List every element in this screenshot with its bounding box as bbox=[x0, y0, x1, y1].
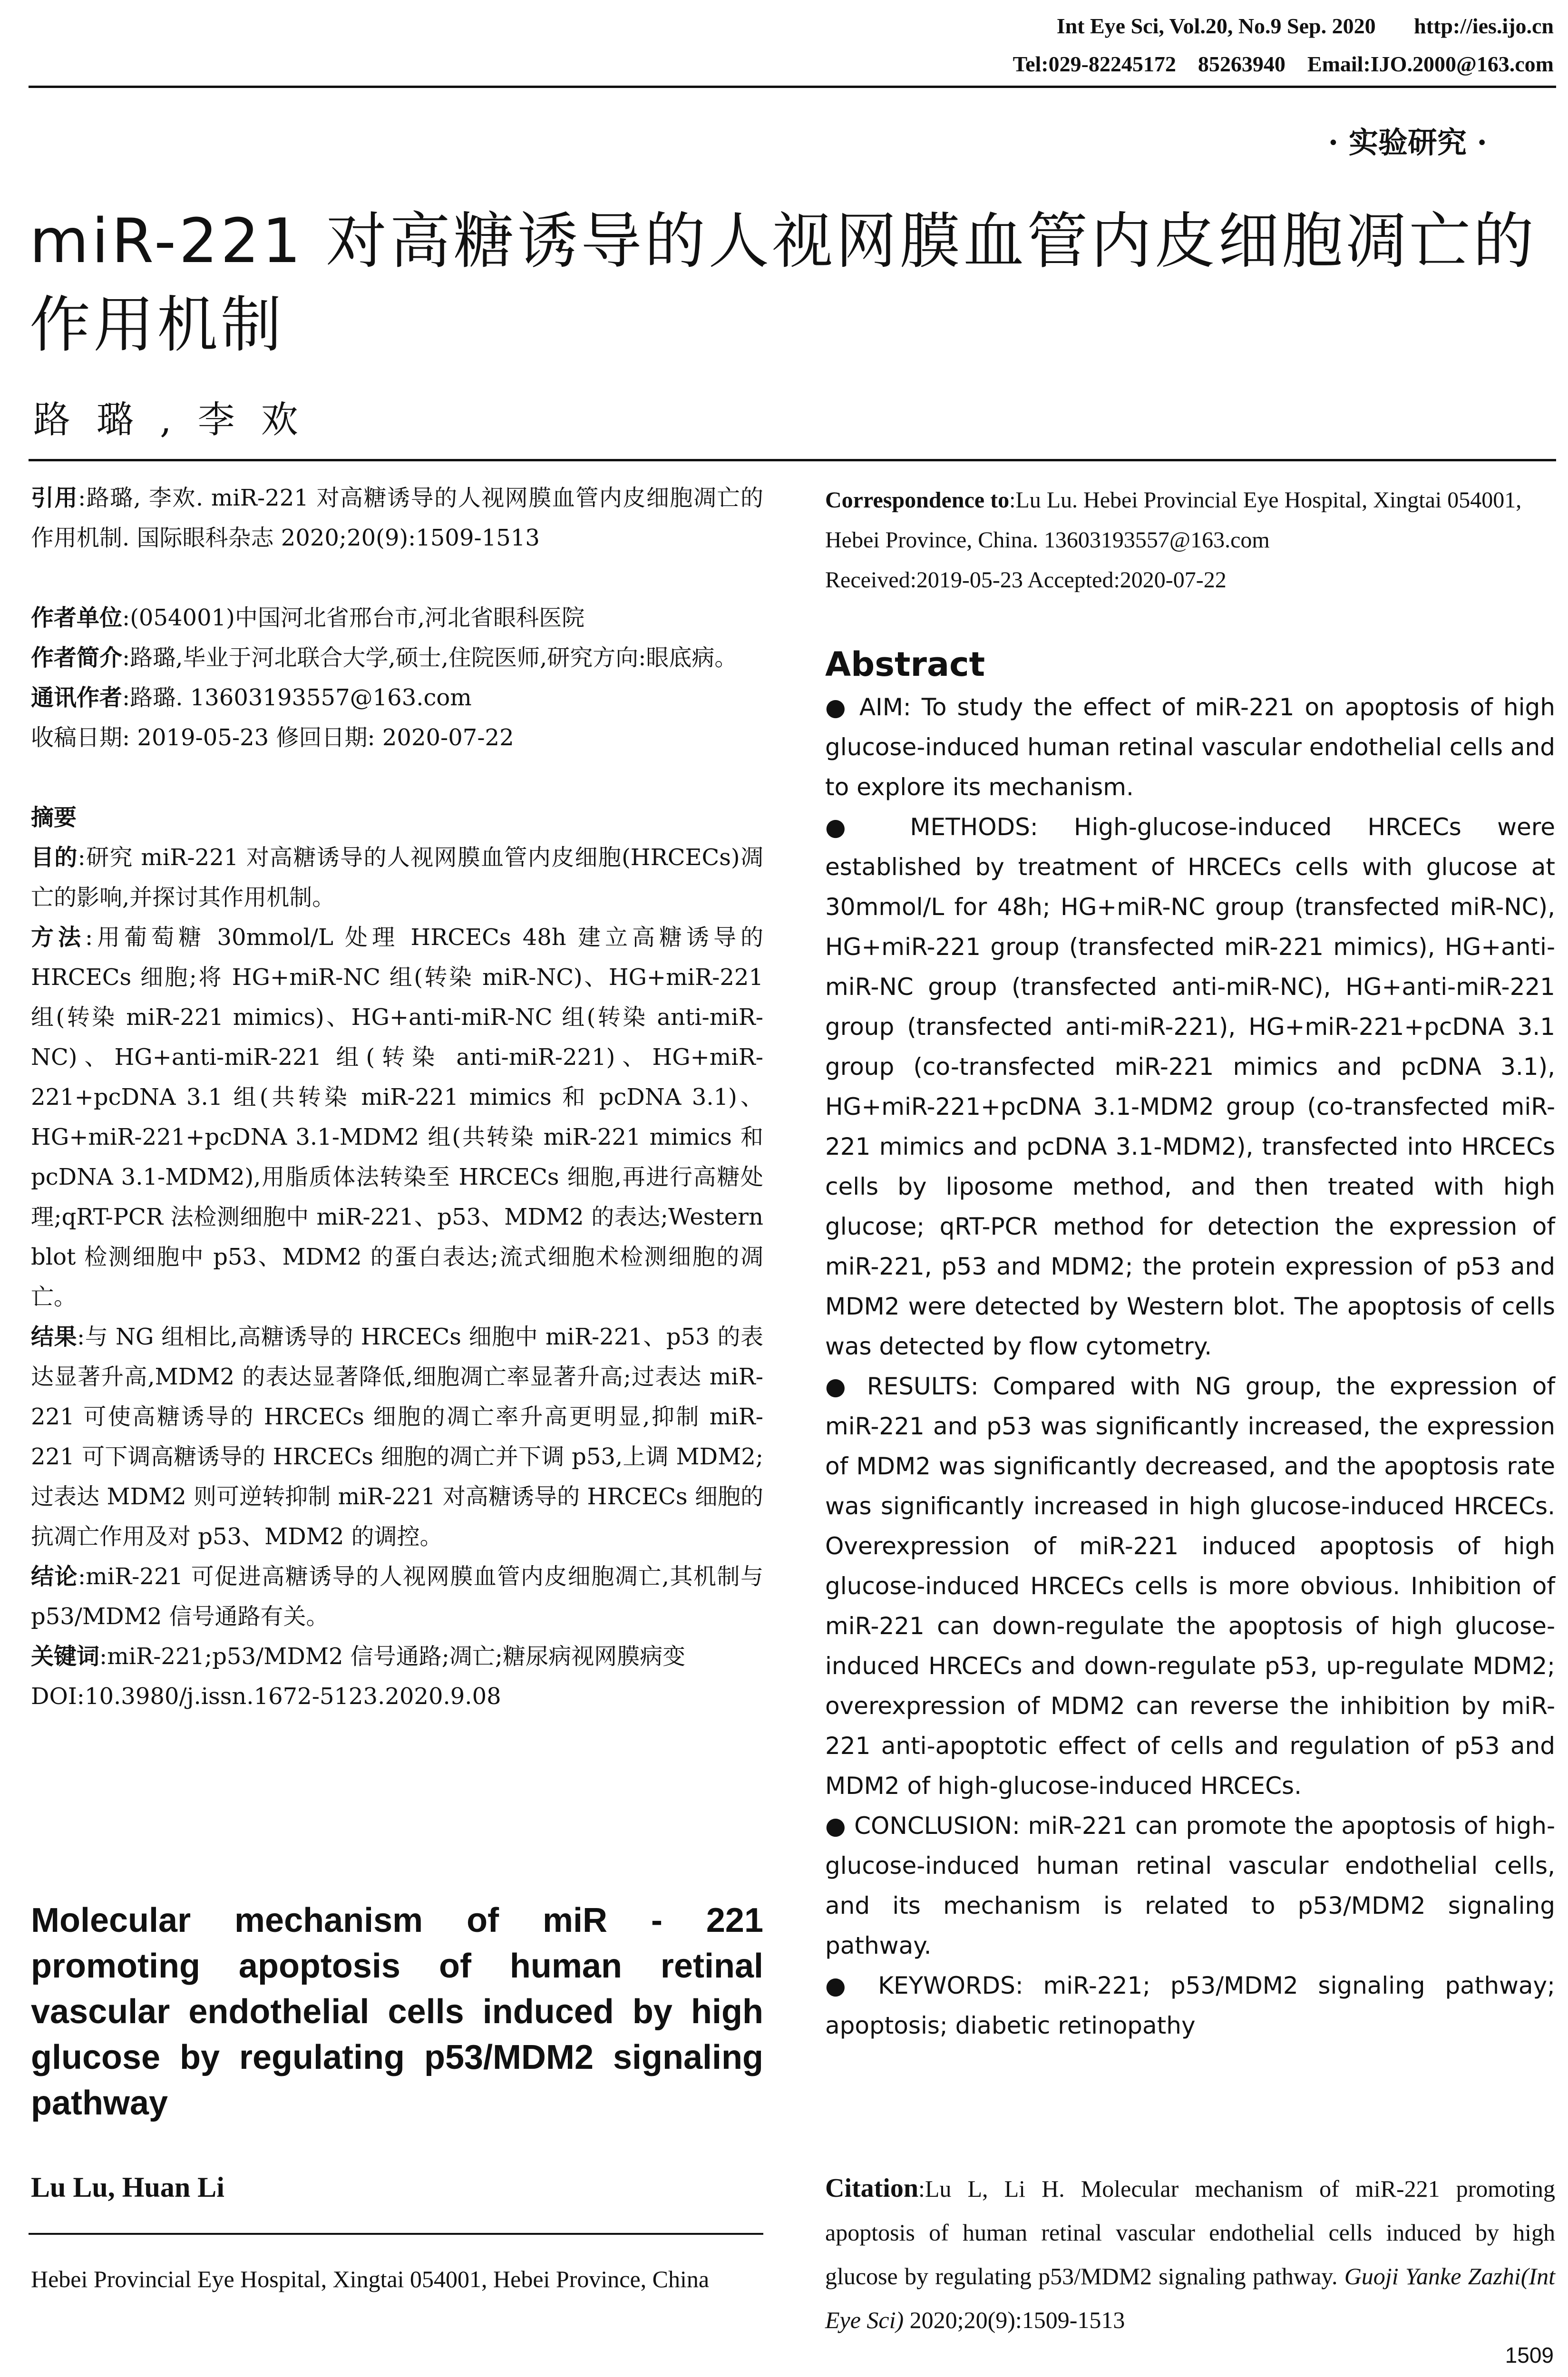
citation-en-text: :Lu L, Li H. Molecular mechanism of miR-221 promoting apoptosis of human retinal vascular endothelial cells induced by high glucose by regulating p53/MDM2 signaling pathway. bbox=[825, 2175, 1555, 2289]
results-cn bbox=[31, 1317, 763, 1557]
aim-en-label: ● AIM bbox=[825, 693, 903, 721]
article-title-cn: miR-221 对高糖诱导的人视网膜血管内皮细胞凋亡的作用机制 bbox=[29, 206, 1537, 360]
keywords-cn bbox=[31, 1637, 763, 1676]
journal-header-line2: Tel:029-82245172 85263940 Email:IJO.2000@163.com bbox=[1013, 52, 1554, 76]
citation-en-label: Citation bbox=[825, 2173, 918, 2203]
right-column bbox=[825, 644, 1555, 2046]
aim-cn-text: :研究 miR-221 对高糖诱导的人视网膜血管内皮细胞(HRCECs)凋亡的影响,并探讨其作用机制。 bbox=[31, 844, 763, 911]
corr-author-cn-label: 通讯作者 bbox=[31, 684, 123, 711]
results-cn-label: 结果 bbox=[31, 1324, 78, 1350]
citation-cn-text: :路璐, 李欢. miR-221 对高糖诱导的人视网膜血管内皮细胞凋亡的作用机制. 国际眼科杂志 2020;20(9):1509-1513 bbox=[31, 485, 763, 551]
aim-en bbox=[825, 687, 1555, 807]
keywords-cn-label: 关键词 bbox=[31, 1643, 100, 1670]
results-en bbox=[825, 1366, 1555, 1806]
corr-author-cn bbox=[31, 678, 763, 718]
keywords-cn-text: :miR-221;p53/MDM2 信号通路;凋亡;糖尿病视网膜病变 bbox=[99, 1643, 686, 1670]
results-en-label: ● RESULTS bbox=[825, 1373, 971, 1400]
methods-en-label: ● METHODS bbox=[825, 813, 1030, 841]
abstract-heading-cn: 摘要 bbox=[31, 804, 77, 831]
aim-cn-label: 目的 bbox=[31, 844, 78, 871]
results-en-text: : Compared with NG group, the expression of miR-221 and p53 was significantly increased, the expression of MDM2 was significantly decreased, and the apoptosis rate was significantly increased in high glucose-induced HRCECs. Overexpression of miR-221 induced apoptosis of high glucose-induced HRCECs cells is more obvious. Inhibition of miR-221 can down-regulate the apoptosis of high glucose-induced HRCECs and down-regulate p53, up-regulate MDM2; overexpression of MDM2 can reverse the inhibition by miR-221 anti-apoptotic effect of cells and regulation of p53 and MDM2 of high-glucose-induced HRCECs. bbox=[825, 1373, 1555, 1800]
citation-cn-label: 引用 bbox=[31, 485, 78, 511]
keywords-en bbox=[825, 1966, 1555, 2046]
bio-cn-label: 作者简介 bbox=[31, 644, 123, 671]
correspondence-en bbox=[825, 480, 1555, 560]
affiliation-en: Hebei Provincial Eye Hospital, Xingtai 054001, Hebei Province, China bbox=[31, 2266, 710, 2292]
citation-en-tail: 2020;20(9):1509-1513 bbox=[904, 2307, 1125, 2333]
methods-cn-label: 方法 bbox=[31, 924, 85, 951]
dates-cn: 收稿日期: 2019-05-23 修回日期: 2020-07-22 bbox=[31, 724, 514, 751]
title-rule bbox=[29, 459, 1556, 461]
journal-header-line1: Int Eye Sci, Vol.20, No.9 Sep. 2020 http://ies.ijo.cn bbox=[1056, 14, 1554, 38]
bio-cn-text: :路璐,毕业于河北联合大学,硕士,住院医师,研究方向:眼底病。 bbox=[122, 644, 738, 671]
left-column bbox=[31, 478, 763, 1716]
methods-cn bbox=[31, 917, 763, 1317]
conclusion-cn bbox=[31, 1557, 763, 1637]
keywords-en-text: : miR-221; p53/MDM2 signaling pathway; apoptosis; diabetic retinopathy bbox=[825, 1972, 1555, 2039]
unit-cn-label: 作者单位 bbox=[31, 604, 123, 631]
conclusion-en-label: ● CONCLUSION bbox=[825, 1812, 1012, 1840]
doi: DOI:10.3980/j.issn.1672-5123.2020.9.08 bbox=[31, 1683, 501, 1710]
methods-en bbox=[825, 807, 1555, 1366]
unit-cn-text: :(054001)中国河北省邢台市,河北省眼科医院 bbox=[122, 604, 585, 631]
citation-cn bbox=[31, 478, 763, 558]
corr-author-cn-text: :路璐. 13603193557@163.com bbox=[122, 684, 472, 711]
affiliation-rule bbox=[29, 2233, 763, 2235]
conclusion-en-text: : miR-221 can promote the apoptosis of high-glucose-induced human retinal vascular endothelial cells, and its mechanism is related to p53/MDM2 signaling pathway. bbox=[825, 1812, 1555, 1959]
results-cn-text: :与 NG 组相比,高糖诱导的 HRCECs 细胞中 miR-221、p53 的表达显著升高,MDM2 的表达显著降低,细胞凋亡率显著升高;过表达 miR-221 可使高糖诱导的 HRCECs 细胞的凋亡率升高更明显,抑制 miR-221 可下调高糖诱导的 HRCECs 细胞的凋亡并下调 p53,上调 MDM2;过表达 MDM2 则可逆转抑制 miR-221 对高糖诱导的 HRCECs 细胞的抗凋亡作用及对 p53、MDM2 的调控。 bbox=[31, 1324, 763, 1550]
abstract-heading-en: Abstract bbox=[825, 645, 985, 684]
correspondence-block bbox=[825, 480, 1555, 600]
conclusion-cn-label: 结论 bbox=[31, 1563, 78, 1590]
aim-en-text: : To study the effect of miR-221 on apoptosis of high glucose-induced human retinal vascular endothelial cells and to explore its mechanism. bbox=[825, 693, 1555, 801]
page-number: 1509 bbox=[1505, 2343, 1554, 2367]
correspondence-en-label: Correspondence to bbox=[825, 487, 1010, 513]
received-accepted: Received:2019-05-23 Accepted:2020-07-22 bbox=[825, 567, 1227, 593]
citation-en bbox=[825, 2166, 1555, 2342]
conclusion-en bbox=[825, 1806, 1555, 1966]
section-tag: · 实验研究 · bbox=[1328, 125, 1487, 160]
keywords-en-label: ● KEYWORDS bbox=[825, 1972, 1015, 1999]
aim-cn bbox=[31, 838, 763, 917]
unit-cn bbox=[31, 598, 763, 638]
citation-en-journal: Guoji Yanke Zazhi(Int Eye Sci) bbox=[825, 2263, 1556, 2333]
article-title-en: Molecular mechanism of miR - 221 promoting apoptosis of human retinal vascular endothelial cells induced by high glucose by regulating p53/MDM2 signaling pathway bbox=[31, 1901, 763, 2122]
methods-en-text: : High-glucose-induced HRCECs were established by treatment of HRCECs cells with glucose at 30mmol/L for 48h; HG+miR-NC group (transfected miR-NC), HG+miR-221 group (transfected miR-221 mimics), HG+anti-miR-NC group (transfected anti-miR-NC), HG+anti-miR-221 group (transfected anti-miR-221), HG+miR-221+pcDNA 3.1 group (co-transfected miR-221 mimics and pcDNA 3.1), HG+miR-221+pcDNA 3.1-MDM2 group (co-transfected miR-221 mimics and pcDNA 3.1-MDM2), transfected into HRCECs cells by liposome method, and then treated with high glucose; qRT-PCR method for detection the expression of miR-221, p53 and MDM2; the protein expression of p53 and MDM2 were detected by Western blot. The apoptosis of cells was detected by flow cytometry. bbox=[825, 813, 1555, 1360]
bio-cn bbox=[31, 638, 763, 678]
header-rule bbox=[29, 86, 1556, 88]
methods-cn-text: :用葡萄糖 30mmol/L 处理 HRCECs 48h 建立高糖诱导的 HRCECs 细胞;将 HG+miR-NC 组(转染 miR-NC)、HG+miR-221 组(转染 miR-221 mimics)、HG+anti-miR-NC 组(转染 anti-miR-NC)、HG+anti-miR-221 组(转染 anti-miR-221)、HG+miR-221+pcDNA 3.1 组(共转染 miR-221 mimics 和 pcDNA 3.1)、HG+miR-221+pcDNA 3.1-MDM2 组(共转染 miR-221 mimics 和 pcDNA 3.1-MDM2),用脂质体法转染至 HRCECs 细胞,再进行高糖处理;qRT-PCR 法检测细胞中 miR-221、p53、MDM2 的表达;Western blot 检测细胞中 p53、MDM2 的蛋白表达;流式细胞术检测细胞的凋亡。 bbox=[31, 924, 763, 1310]
conclusion-cn-text: :miR-221 可促进高糖诱导的人视网膜血管内皮细胞凋亡,其机制与 p53/MDM2 信号通路有关。 bbox=[31, 1563, 763, 1630]
correspondence-en-text: :Lu Lu. Hebei Provincial Eye Hospital, Xingtai 054001, Hebei Province, China. 13603193557@163.com bbox=[825, 487, 1522, 553]
authors-en: Lu Lu, Huan Li bbox=[31, 2172, 224, 2203]
authors-cn: 路璐,李欢 bbox=[33, 399, 324, 441]
